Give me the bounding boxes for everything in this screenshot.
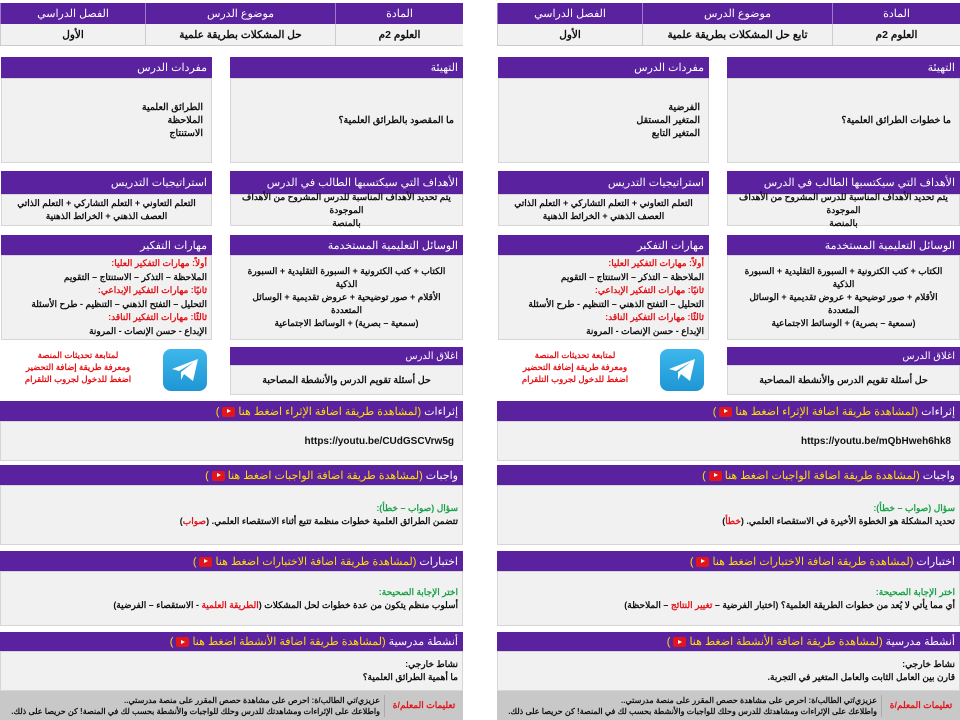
tests-body: [0, 571, 463, 626]
link-close: ): [666, 636, 671, 648]
teacher-line: عزيزي/تي الطالب/ة: احرص على مشاهدة حصص المقرر على منصة مدرستي..: [124, 695, 380, 705]
activities-body: [0, 651, 463, 691]
strategies-line: العصف الذهني + الخرائط الذهنية: [542, 211, 665, 221]
teacher-instructions: [0, 691, 463, 720]
telegram-line: لمتابعة تحديثات المنصة: [534, 350, 616, 360]
activities-text: قارن بين العامل الثابت والعامل المتغير في التجربة.: [767, 672, 955, 682]
vocab-body: [498, 78, 709, 163]
tests-options: (اختبار الفرضية –: [712, 599, 779, 610]
thinking-line: الإبداع - حسن الإنصات - المرونة: [586, 325, 704, 336]
tools-line: الأقلام + صور توضيحية + عروض تقديمية + الوسائل المتعددة: [252, 292, 441, 315]
thinking-line: الملاحظة – التذكر – الاستنتاج – التقويم: [63, 271, 207, 282]
tests-answer: الطريقة العلمية: [201, 599, 259, 610]
enrichment-header: [0, 401, 463, 421]
thinking-body: [498, 255, 709, 340]
homework-header: [0, 465, 463, 485]
warmup-text: ما المقصود بالطرائق العلمية؟: [338, 115, 454, 126]
homework-label: سؤال (صواب – خطأ):: [376, 503, 458, 513]
goals-body: [230, 191, 463, 228]
telegram-icon: [667, 357, 697, 383]
telegram-line: ومعرفة طريقة إضافة التحضير: [522, 362, 628, 372]
term-header: الفصل الدراسي: [497, 3, 642, 24]
teacher-instructions: [497, 691, 960, 720]
youtube-icon: [199, 557, 212, 567]
telegram-line: ومعرفة طريقة إضافة التحضير: [25, 362, 131, 372]
youtube-icon: [222, 407, 235, 417]
tests-header: [497, 551, 960, 571]
tests-header: [0, 551, 463, 571]
homework-answer: ( خطأ ): [722, 516, 744, 526]
term-value: الأول: [0, 24, 145, 46]
vocab-item: المتغير التابع: [651, 128, 700, 139]
tests-options: - الاستقصاء – الفرضية): [113, 599, 202, 610]
telegram-button[interactable]: [163, 349, 207, 391]
enrichment-body: [497, 421, 960, 461]
tools-line: الكتاب + كتب الكترونية + السبورة التقليدية + السبورة الذكية: [247, 266, 446, 289]
thinking-body: [1, 255, 212, 340]
term-header: الفصل الدراسي: [0, 3, 145, 24]
thinking-heading: أولاً: مهارات التفكير العليا:: [111, 258, 207, 268]
homework-howto-link[interactable]: [702, 469, 920, 482]
homework-title: واجبات: [425, 469, 458, 482]
vocab-header: مفردات الدرس: [1, 57, 212, 78]
lesson-plan-page: [0, 0, 463, 720]
thinking-heading: ثانيًا: مهارات التفكير الإبداعي:: [594, 285, 704, 295]
activities-label: نشاط خارجي:: [405, 659, 458, 669]
link-text: (لمشاهدة طريقة اضافة الواجبات اضغط هنا: [227, 469, 423, 482]
homework-body: [0, 485, 463, 545]
strategies-header: استراتيجيات التدريس: [498, 171, 709, 194]
activities-header: [497, 632, 960, 651]
link-close: ): [712, 405, 717, 418]
tests-body: [497, 571, 960, 626]
teacher-label: تعليمات المعلم/ة: [889, 700, 953, 710]
tests-question: أسلوب منظم يتكون من عدة خطوات لحل المشكلات: [261, 599, 458, 610]
subject-header: المادة: [335, 3, 463, 24]
homework-question: تتضمن الطرائق العلمية خطوات منظمة تتبع أثناء الاستقصاء العلمي.: [209, 516, 458, 526]
warmup-body: [727, 78, 960, 163]
youtube-icon: [696, 557, 709, 567]
thinking-heading: ثالثًا: مهارات التفكير الناقد:: [108, 312, 207, 322]
link-text: (لمشاهدة طريقة اضافة الاختبارات اضغط هنا: [712, 555, 914, 568]
link-close: ): [689, 555, 694, 568]
activities-header: [0, 632, 463, 651]
tests-question: أي مما يأتي لا يُعد من خطوات الطريقة العلمية؟: [778, 599, 955, 610]
strategies-body: [1, 194, 212, 226]
activities-howto-link[interactable]: [667, 635, 883, 648]
tests-label: اختر الإجابة الصحيحة:: [378, 586, 458, 597]
youtube-icon: [673, 637, 686, 647]
activities-text: ما أهمية الطرائق العلمية؟: [362, 672, 458, 682]
teacher-label: تعليمات المعلم/ة: [392, 700, 456, 710]
term-value: الأول: [497, 24, 642, 46]
topic-value: حل المشكلات بطريقة علمية: [145, 24, 335, 46]
tools-body: [230, 255, 463, 340]
thinking-heading: ثانيًا: مهارات التفكير الإبداعي:: [97, 285, 207, 295]
closing-header: اغلاق الدرس: [230, 347, 463, 365]
tests-title: اختبارات: [916, 555, 955, 568]
vocab-item: الملاحظة: [167, 115, 203, 126]
tests-howto-link[interactable]: [193, 555, 417, 568]
subject-value: العلوم 2م: [335, 24, 463, 46]
youtube-icon: [212, 471, 225, 481]
activities-body: [497, 651, 960, 691]
youtube-icon: [176, 637, 189, 647]
goals-line: بالمنصة: [829, 217, 858, 228]
enrichment-howto-link[interactable]: [713, 405, 918, 418]
telegram-button[interactable]: [660, 349, 704, 391]
vocab-header: مفردات الدرس: [498, 57, 709, 78]
thinking-line: الإبداع - حسن الإنصات - المرونة: [89, 325, 207, 336]
tools-line: الأقلام + صور توضيحية + عروض تقديمية + الوسائل المتعددة: [749, 292, 938, 315]
goals-line: بالمنصة: [332, 217, 361, 228]
thinking-heading: ثالثًا: مهارات التفكير الناقد:: [605, 312, 704, 322]
tools-line: (سمعية – بصرية) + الوسائط الاجتماعية: [771, 318, 916, 328]
goals-line: يتم تحديد الأهداف المناسبة للدرس المشروح من الأهداف الموجودة: [739, 191, 948, 215]
strategies-body: [498, 194, 709, 226]
thinking-header: مهارات التفكير: [1, 235, 212, 255]
page-divider: [463, 0, 497, 720]
closing-text: حل أسئلة تقويم الدرس والأنشطة المصاحبة: [759, 374, 928, 386]
warmup-header: التهيئة: [230, 57, 463, 78]
topic-value: تابع حل المشكلات بطريقة علمية: [642, 24, 832, 46]
tools-header: الوسائل التعليمية المستخدمة: [727, 235, 960, 255]
homework-answer: ( صواب ): [180, 516, 209, 526]
closing-header: اغلاق الدرس: [727, 347, 960, 365]
telegram-line: اضغط للدخول لجروب التلقرام: [521, 374, 629, 384]
link-close: ): [192, 555, 197, 568]
activities-title: أنشطة مدرسية: [388, 636, 458, 648]
closing-text: حل أسئلة تقويم الدرس والأنشطة المصاحبة: [262, 374, 431, 386]
vocab-item: المتغير المستقل: [636, 115, 700, 126]
goals-line: يتم تحديد الأهداف المناسبة للدرس المشروح من الأهداف الموجودة: [242, 191, 451, 215]
warmup-body: [230, 78, 463, 163]
tools-body: [727, 255, 960, 340]
tests-options: – الملاحظة): [624, 599, 671, 610]
homework-question: تحديد المشكلة هو الخطوة الأخيرة في الاستقصاء العلمي.: [743, 516, 955, 526]
tools-line: الكتاب + كتب الكترونية + السبورة التقليدية + السبورة الذكية: [744, 266, 943, 289]
homework-label: سؤال (صواب – خطأ):: [873, 503, 955, 513]
teacher-line: واطلاعك على الإثراءات ومشاهدتك للدرس وحلك للواجبات والأنشطة بحسب لك في المنصة! كن حريصا على ذلك.: [11, 706, 380, 716]
vocab-body: [1, 78, 212, 163]
homework-title: واجبات: [922, 469, 955, 482]
telegram-link[interactable]: [8, 349, 148, 385]
enrichment-title: إثراءات: [921, 405, 955, 418]
lesson-plan-page: [497, 0, 960, 720]
link-text: (لمشاهدة طريقة اضافة الواجبات اضغط هنا: [724, 469, 920, 482]
enrichment-header: [497, 401, 960, 421]
subject-value: العلوم 2م: [832, 24, 960, 46]
activities-howto-link[interactable]: [170, 635, 386, 648]
telegram-line: لمتابعة تحديثات المنصة: [37, 350, 119, 360]
link-close: ): [205, 469, 209, 482]
link-text: (لمشاهدة طريقة اضافة الأنشطة اضغط هنا: [689, 636, 883, 648]
telegram-icon: [170, 357, 200, 383]
link-close: ): [215, 405, 220, 418]
strategies-line: العصف الذهني + الخرائط الذهنية: [45, 211, 168, 221]
thinking-line: التحليل – التفتح الذهني – التنظيم - طرح الأسئلة: [31, 298, 207, 309]
activities-label: نشاط خارجي:: [902, 659, 955, 669]
thinking-line: الملاحظة – التذكر – الاستنتاج – التقويم: [560, 271, 704, 282]
youtube-icon: [709, 471, 722, 481]
tools-header: الوسائل التعليمية المستخدمة: [230, 235, 463, 255]
vocab-item: الاستنتاج: [169, 128, 203, 139]
homework-header: [497, 465, 960, 485]
topic-header: موضوع الدرس: [145, 3, 335, 24]
thinking-header: مهارات التفكير: [498, 235, 709, 255]
link-text: (لمشاهدة طريقة اضافة الإثراء اضغط هنا: [238, 405, 422, 418]
link-text: (لمشاهدة طريقة اضافة الأنشطة اضغط هنا: [192, 636, 386, 648]
tests-options: (: [258, 599, 262, 610]
goals-body: [727, 191, 960, 228]
youtube-icon: [719, 407, 732, 417]
warmup-header: التهيئة: [727, 57, 960, 78]
warmup-text: ما خطوات الطرائق العلمية؟: [841, 115, 951, 126]
telegram-link[interactable]: [505, 349, 645, 385]
tests-title: اختبارات: [419, 555, 458, 568]
tests-howto-link[interactable]: [690, 555, 914, 568]
tests-label: اختر الإجابة الصحيحة:: [875, 586, 955, 597]
tools-line: (سمعية – بصرية) + الوسائط الاجتماعية: [274, 318, 419, 328]
enrichment-url[interactable]: https://youtu.be/mQbHweh6hk8: [800, 435, 951, 447]
strategies-line: التعلم التعاوني + التعلم التشاركي + التعلم الذاتي: [514, 198, 693, 208]
link-text: (لمشاهدة طريقة اضافة الاختبارات اضغط هنا: [215, 555, 417, 568]
strategies-line: التعلم التعاوني + التعلم التشاركي + التعلم الذاتي: [17, 198, 196, 208]
link-text: (لمشاهدة طريقة اضافة الإثراء اضغط هنا: [735, 405, 919, 418]
homework-howto-link[interactable]: [205, 469, 423, 482]
strategies-header: استراتيجيات التدريس: [1, 171, 212, 194]
enrichment-title: إثراءات: [424, 405, 458, 418]
vocab-item: الفرضية: [668, 102, 700, 113]
thinking-heading: أولاً: مهارات التفكير العليا:: [608, 258, 704, 268]
goals-header: الأهداف التي سيكتسبها الطالب في الدرس: [230, 171, 463, 194]
enrichment-url[interactable]: https://youtu.be/CUdGSCVrw5g: [304, 435, 454, 447]
topic-header: موضوع الدرس: [642, 3, 832, 24]
tests-answer: تغيير النتائج: [670, 599, 713, 610]
teacher-line: عزيزي/تي الطالب/ة: احرص على مشاهدة حصص المقرر على منصة مدرستي..: [621, 695, 877, 705]
link-close: ): [169, 636, 174, 648]
link-close: ): [702, 469, 706, 482]
homework-body: [497, 485, 960, 545]
enrichment-body: [0, 421, 463, 461]
goals-header: الأهداف التي سيكتسبها الطالب في الدرس: [727, 171, 960, 194]
teacher-line: واطلاعك على الإثراءات ومشاهدتك للدرس وحلك للواجبات والأنشطة بحسب لك في المنصة! كن حريصا على ذلك.: [508, 706, 877, 716]
activities-title: أنشطة مدرسية: [885, 636, 955, 648]
thinking-line: التحليل – التفتح الذهني – التنظيم - طرح الأسئلة: [528, 298, 704, 309]
subject-header: المادة: [832, 3, 960, 24]
vocab-item: الطرائق العلمية: [141, 102, 203, 113]
enrichment-howto-link[interactable]: [216, 405, 421, 418]
closing-body: [230, 365, 463, 395]
telegram-line: اضغط للدخول لجروب التلقرام: [24, 374, 132, 384]
closing-body: [727, 365, 960, 395]
